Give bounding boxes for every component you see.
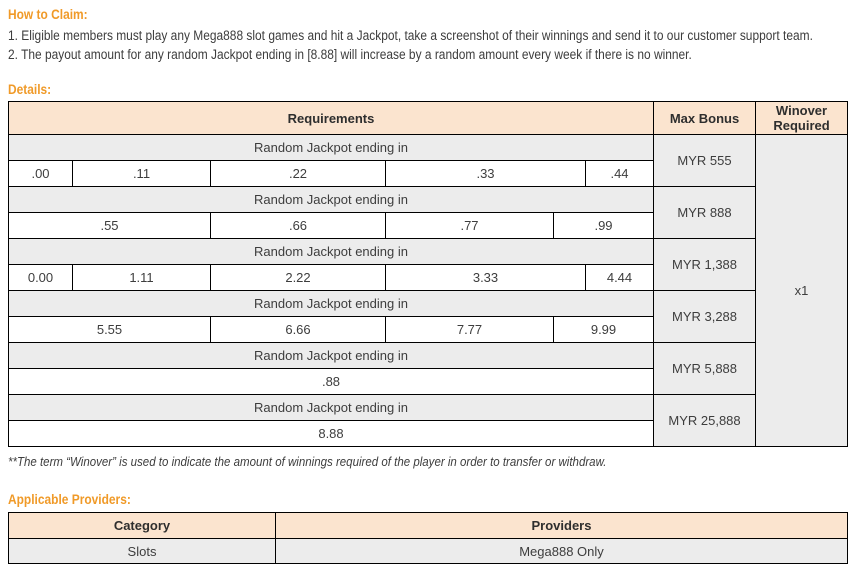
winover-header: Winover Required xyxy=(756,102,848,135)
details-heading: Details: xyxy=(8,82,52,97)
max-bonus-cell: MYR 888 xyxy=(654,187,756,239)
providers-table xyxy=(8,512,848,564)
max-bonus-cell: MYR 5,888 xyxy=(654,343,756,395)
table-row xyxy=(9,395,848,421)
jackpot-value-cell: 7.77 xyxy=(386,317,554,343)
provider-cell: Mega888 Only xyxy=(276,539,848,564)
requirements-header: Requirements xyxy=(9,102,654,135)
applicable-providers-heading: Applicable Providers: xyxy=(8,492,131,507)
jackpot-label-cell: Random Jackpot ending in xyxy=(9,187,654,213)
details-table xyxy=(8,101,848,447)
table-row xyxy=(9,343,848,369)
max-bonus-cell: MYR 555 xyxy=(654,135,756,187)
jackpot-label-cell: Random Jackpot ending in xyxy=(9,395,654,421)
jackpot-value-cell: 5.55 xyxy=(9,317,211,343)
winover-cell: x1 xyxy=(756,135,848,447)
how-to-claim-list xyxy=(8,26,847,64)
max-bonus-cell: MYR 1,388 xyxy=(654,239,756,291)
jackpot-value-cell: 4.44 xyxy=(586,265,654,291)
jackpot-value-cell: 0.00 xyxy=(9,265,73,291)
table-row xyxy=(9,187,848,213)
jackpot-value-cell: 9.99 xyxy=(554,317,654,343)
jackpot-label-cell: Random Jackpot ending in xyxy=(9,239,654,265)
jackpot-value-cell: 3.33 xyxy=(386,265,586,291)
max-bonus-cell: MYR 25,888 xyxy=(654,395,756,447)
jackpot-value-cell: .11 xyxy=(73,161,211,187)
claim-item-1: 1. Eligible members must play any Mega888 slot games and hit a Jackpot, take a screenshot of their winnings and send it to our customer support team. xyxy=(8,28,813,43)
table-row xyxy=(9,291,848,317)
jackpot-value-cell: 6.66 xyxy=(211,317,386,343)
jackpot-value-cell: .66 xyxy=(211,213,386,239)
details-header-row xyxy=(9,102,848,135)
jackpot-label-cell: Random Jackpot ending in xyxy=(9,135,654,161)
table-row xyxy=(9,239,848,265)
table-row xyxy=(9,135,848,161)
jackpot-value-cell: .55 xyxy=(9,213,211,239)
winover-footnote: **The term “Winover” is used to indicate the amount of winnings required of the player in order to transfer or withdraw. xyxy=(8,454,607,469)
providers-header-row xyxy=(9,513,848,539)
max-bonus-cell: MYR 3,288 xyxy=(654,291,756,343)
jackpot-value-cell: 2.22 xyxy=(211,265,386,291)
jackpot-value-cell: .00 xyxy=(9,161,73,187)
jackpot-value-cell: .77 xyxy=(386,213,554,239)
how-to-claim-heading: How to Claim: xyxy=(8,7,88,22)
jackpot-value-cell: .22 xyxy=(211,161,386,187)
providers-header-cell: Providers xyxy=(276,513,848,539)
jackpot-value-cell: 8.88 xyxy=(9,421,654,447)
jackpot-label-cell: Random Jackpot ending in xyxy=(9,291,654,317)
claim-item-2: 2. The payout amount for any random Jackpot ending in [8.88] will increase by a random amount every week if there is no winner. xyxy=(8,47,692,62)
max-bonus-header: Max Bonus xyxy=(654,102,756,135)
jackpot-value-cell: .44 xyxy=(586,161,654,187)
jackpot-value-cell: 1.11 xyxy=(73,265,211,291)
category-cell: Slots xyxy=(9,539,276,564)
jackpot-value-cell: .33 xyxy=(386,161,586,187)
category-header-cell: Category xyxy=(9,513,276,539)
jackpot-label-cell: Random Jackpot ending in xyxy=(9,343,654,369)
jackpot-value-cell: .88 xyxy=(9,369,654,395)
jackpot-value-cell: .99 xyxy=(554,213,654,239)
